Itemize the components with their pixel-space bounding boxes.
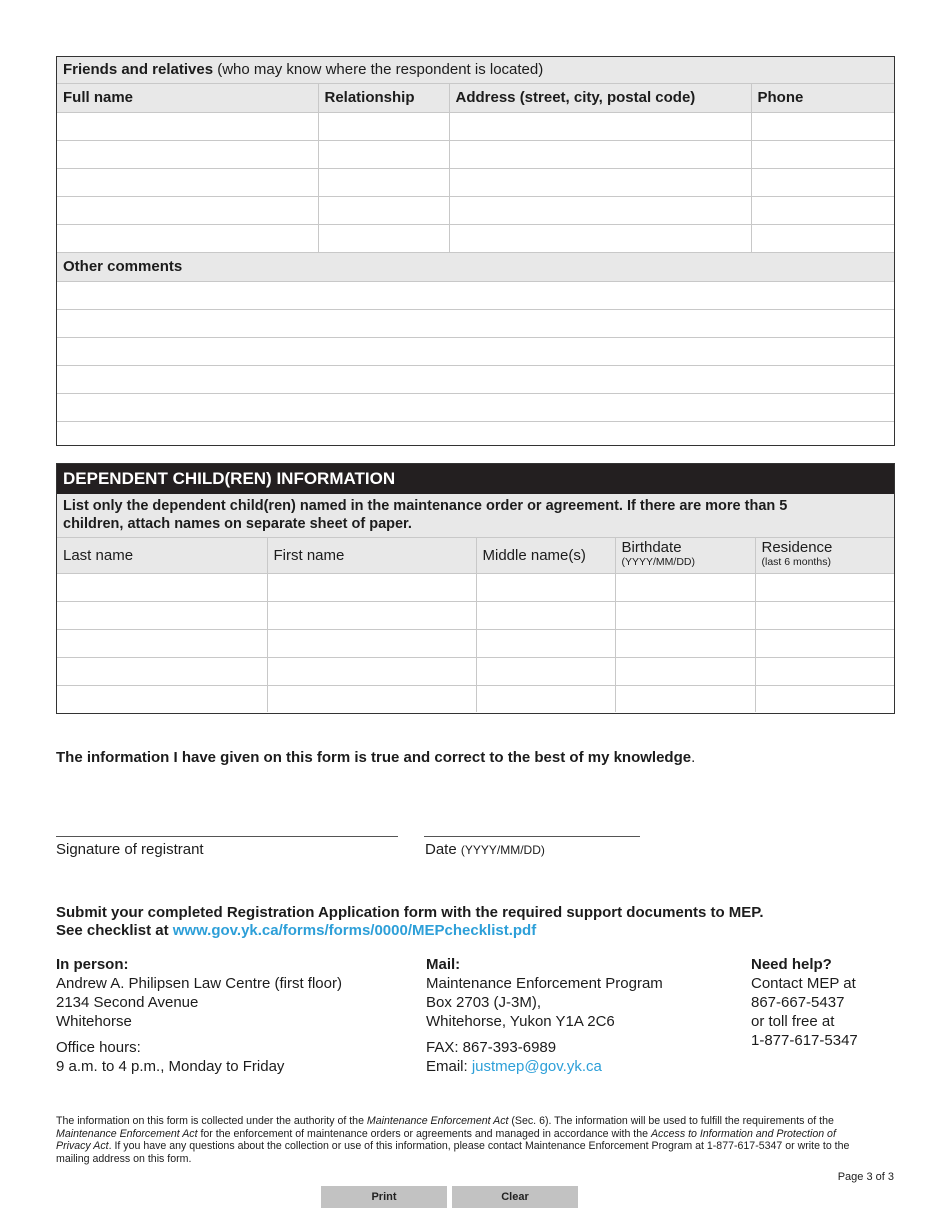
birthdate-field[interactable] bbox=[615, 573, 755, 601]
last-name-field[interactable] bbox=[57, 629, 267, 657]
fax-number: FAX: 867-393-6989 bbox=[426, 1039, 557, 1056]
help-line1: Contact MEP at bbox=[751, 975, 856, 992]
last-name-field[interactable] bbox=[57, 685, 267, 712]
mail-line2: Box 2703 (J-3M), bbox=[426, 994, 542, 1011]
middle-name-field[interactable] bbox=[476, 685, 615, 712]
last-name-field[interactable] bbox=[57, 657, 267, 685]
relationship-field[interactable] bbox=[318, 168, 449, 196]
help-tollfree: 1-877-617-5347 bbox=[751, 1032, 858, 1049]
date-label: Date bbox=[425, 841, 457, 858]
mail-line3: Whitehorse, Yukon Y1A 2C6 bbox=[426, 1013, 615, 1030]
submit-instructions: Submit your completed Registration Application form with the required support documents to MEP. bbox=[56, 904, 764, 921]
phone-field[interactable] bbox=[751, 196, 894, 224]
residence-field[interactable] bbox=[755, 629, 894, 657]
full-name-field[interactable] bbox=[57, 224, 318, 252]
privacy-text-4: . If you have any questions about the collection or use of this information, please contact Maintenance Enforcement Program at 1-877-617-5347 or write to the mailing address on this form. bbox=[56, 1140, 850, 1165]
full-name-field[interactable] bbox=[57, 168, 318, 196]
middle-name-field[interactable] bbox=[476, 629, 615, 657]
last-name-field[interactable] bbox=[57, 601, 267, 629]
residence-period: (last 6 months) bbox=[761, 556, 831, 569]
privacy-act-1: Maintenance Enforcement Act bbox=[366, 1115, 509, 1127]
date-field[interactable] bbox=[424, 836, 640, 837]
table-row bbox=[57, 224, 894, 252]
col-birthdate bbox=[615, 538, 755, 573]
comment-line[interactable] bbox=[57, 338, 894, 366]
first-name-field[interactable] bbox=[267, 629, 476, 657]
residence-field[interactable] bbox=[755, 573, 894, 601]
address-field[interactable] bbox=[449, 224, 751, 252]
declaration-statement bbox=[56, 749, 695, 766]
dependents-title: DEPENDENT CHILD(REN) INFORMATION bbox=[57, 464, 894, 494]
phone-field[interactable] bbox=[751, 168, 894, 196]
first-name-field[interactable] bbox=[267, 573, 476, 601]
dependents-instructions: List only the dependent child(ren) named in the maintenance order or agreement. If there are more than 5 children, attach names on separate sheet of paper. bbox=[57, 494, 894, 538]
relationship-field[interactable] bbox=[318, 140, 449, 168]
address-field[interactable] bbox=[449, 196, 751, 224]
table-row bbox=[57, 140, 894, 168]
table-row bbox=[57, 573, 894, 601]
phone-field[interactable] bbox=[751, 140, 894, 168]
mail-block bbox=[426, 955, 663, 1076]
in-person-line2: 2134 Second Avenue bbox=[56, 994, 199, 1011]
comment-line[interactable] bbox=[57, 422, 894, 448]
declaration-period: . bbox=[691, 749, 696, 766]
address-field[interactable] bbox=[449, 112, 751, 140]
first-name-field[interactable] bbox=[267, 601, 476, 629]
table-row bbox=[57, 685, 894, 712]
friends-title: Friends and relatives bbox=[63, 61, 214, 78]
relationship-field[interactable] bbox=[318, 112, 449, 140]
email-line bbox=[426, 1057, 663, 1076]
signature-field[interactable] bbox=[56, 836, 398, 837]
col-relationship: Relationship bbox=[318, 84, 449, 112]
col-phone: Phone bbox=[751, 84, 894, 112]
residence-label: Residence bbox=[761, 539, 833, 557]
col-last-name: Last name bbox=[57, 538, 267, 573]
birthdate-field[interactable] bbox=[615, 629, 755, 657]
other-comments-label: Other comments bbox=[57, 253, 894, 282]
middle-name-field[interactable] bbox=[476, 657, 615, 685]
relationship-field[interactable] bbox=[318, 196, 449, 224]
date-format: (YYYY/MM/DD) bbox=[460, 843, 545, 857]
in-person-block bbox=[56, 955, 342, 1076]
privacy-act-3: Access to Information and Protection of Privacy Act bbox=[56, 1127, 836, 1152]
signature-label: Signature of registrant bbox=[56, 841, 204, 858]
clear-button[interactable]: Clear bbox=[452, 1186, 578, 1208]
birthdate-label: Birthdate bbox=[621, 539, 682, 557]
last-name-field[interactable] bbox=[57, 573, 267, 601]
table-row bbox=[57, 168, 894, 196]
middle-name-field[interactable] bbox=[476, 573, 615, 601]
in-person-heading: In person: bbox=[56, 956, 129, 973]
in-person-line3: Whitehorse bbox=[56, 1013, 132, 1030]
email-link[interactable]: justmep@gov.yk.ca bbox=[471, 1058, 602, 1075]
comment-line[interactable] bbox=[57, 282, 894, 310]
col-full-name: Full name bbox=[57, 84, 318, 112]
privacy-text-3: for the enforcement of maintenance orders or agreements and managed in accordance with the bbox=[197, 1127, 651, 1140]
comment-line[interactable] bbox=[57, 394, 894, 422]
residence-field[interactable] bbox=[755, 601, 894, 629]
help-block bbox=[751, 955, 858, 1050]
col-address: Address (street, city, postal code) bbox=[449, 84, 751, 112]
friends-table bbox=[57, 84, 894, 253]
privacy-notice bbox=[56, 1115, 871, 1165]
mail-line1: Maintenance Enforcement Program bbox=[426, 975, 663, 992]
dependent-children-section bbox=[56, 463, 895, 714]
print-button[interactable]: Print bbox=[321, 1186, 447, 1208]
email-label: Email: bbox=[426, 1058, 472, 1075]
dependents-table bbox=[57, 538, 894, 712]
help-heading: Need help? bbox=[751, 956, 832, 973]
address-field[interactable] bbox=[449, 168, 751, 196]
address-field[interactable] bbox=[449, 140, 751, 168]
table-row bbox=[57, 629, 894, 657]
privacy-text-2: (Sec. 6). The information will be used to fulfill the requirements of the bbox=[508, 1115, 834, 1127]
phone-field[interactable] bbox=[751, 224, 894, 252]
privacy-text-1: The information on this form is collected under the authority of the bbox=[56, 1115, 367, 1127]
declaration-text: The information I have given on this form is true and correct to the best of my knowledge bbox=[56, 749, 692, 766]
page-number: Page 3 of 3 bbox=[837, 1171, 894, 1183]
birthdate-format: (YYYY/MM/DD) bbox=[621, 556, 695, 569]
phone-field[interactable] bbox=[751, 112, 894, 140]
help-phone: 867-667-5437 bbox=[751, 994, 845, 1011]
first-name-field[interactable] bbox=[267, 657, 476, 685]
other-comments-field[interactable] bbox=[57, 282, 894, 448]
office-hours-label: Office hours: bbox=[56, 1039, 141, 1056]
residence-field[interactable] bbox=[755, 657, 894, 685]
table-row bbox=[57, 601, 894, 629]
table-row bbox=[57, 657, 894, 685]
table-row bbox=[57, 112, 894, 140]
comment-line[interactable] bbox=[57, 366, 894, 394]
middle-name-field[interactable] bbox=[476, 601, 615, 629]
first-name-field[interactable] bbox=[267, 685, 476, 712]
col-residence bbox=[755, 538, 894, 573]
table-row bbox=[57, 196, 894, 224]
full-name-field[interactable] bbox=[57, 196, 318, 224]
col-first-name: First name bbox=[267, 538, 476, 573]
friends-relatives-section bbox=[56, 56, 895, 446]
full-name-field[interactable] bbox=[57, 112, 318, 140]
birthdate-field[interactable] bbox=[615, 685, 755, 712]
help-line3: or toll free at bbox=[751, 1013, 835, 1030]
office-hours: 9 a.m. to 4 p.m., Monday to Friday bbox=[56, 1058, 285, 1075]
checklist-prefix: See checklist at bbox=[56, 922, 173, 939]
checklist-link[interactable]: www.gov.yk.ca/forms/forms/0000/MEPchecklist.pdf bbox=[172, 922, 537, 939]
comment-line[interactable] bbox=[57, 310, 894, 338]
checklist-line bbox=[56, 922, 536, 939]
birthdate-field[interactable] bbox=[615, 601, 755, 629]
in-person-line1: Andrew A. Philipsen Law Centre (first floor) bbox=[56, 975, 342, 992]
date-label-group bbox=[425, 841, 545, 858]
privacy-act-2: Maintenance Enforcement Act bbox=[56, 1127, 198, 1140]
friends-title-row bbox=[57, 57, 894, 84]
full-name-field[interactable] bbox=[57, 140, 318, 168]
friends-subtitle: (who may know where the respondent is located) bbox=[213, 61, 544, 78]
birthdate-field[interactable] bbox=[615, 657, 755, 685]
relationship-field[interactable] bbox=[318, 224, 449, 252]
col-middle-name: Middle name(s) bbox=[476, 538, 615, 573]
mail-heading: Mail: bbox=[426, 956, 461, 973]
residence-field[interactable] bbox=[755, 685, 894, 712]
